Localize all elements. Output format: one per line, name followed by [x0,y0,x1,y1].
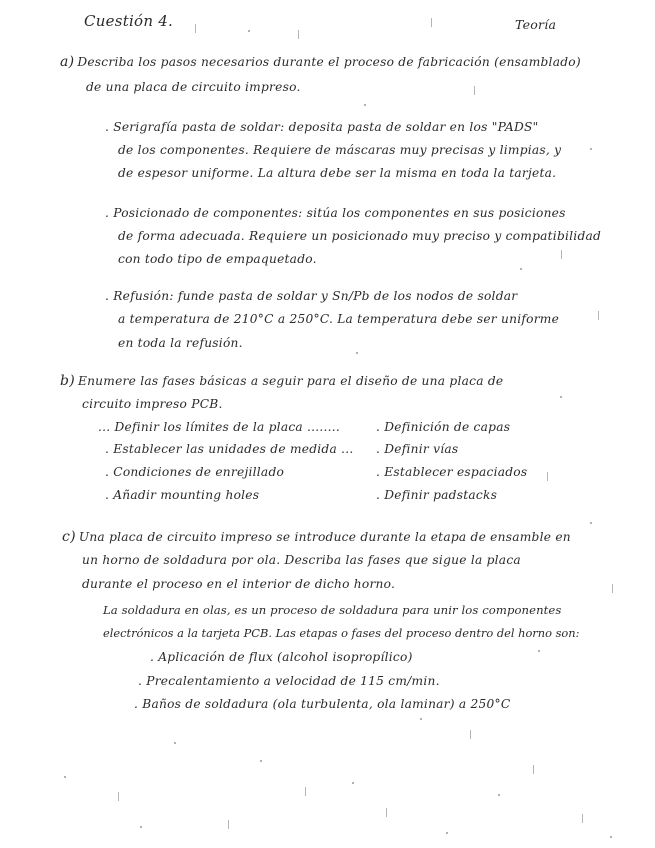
scan-noise [431,18,432,27]
scan-noise [582,814,583,823]
scan-noise [64,776,66,778]
question-c-prompt-line: un horno de soldadura por ola. Describa las fases que sigue la placa [82,553,521,567]
scan-noise [470,730,471,739]
scan-noise [561,250,562,259]
scan-noise [298,30,299,39]
question-a-step-line: . Refusión: funde pasta de soldar y Sn/Pb de los nodos de soldar [105,289,518,303]
question-a-step-line: de los componentes. Requiere de máscaras muy precisas y limpias, y [118,143,562,157]
question-b-left-item: . Establecer las unidades de medida ... [105,442,354,456]
scan-noise [610,836,612,838]
question-a-step-line: a temperatura de 210°C a 250°C. La temperatura debe ser uniforme [118,312,560,326]
scan-noise [364,104,366,106]
question-b-left-item: ... Definir los límites de la placa ........ [98,420,341,434]
scan-noise [248,30,250,32]
scan-noise [140,826,142,828]
scan-noise [386,808,387,817]
question-a-label: a) [60,54,75,70]
question-b-left-item: . Condiciones de enrejillado [105,465,285,479]
scan-noise [538,650,540,652]
question-b-right-item: . Establecer espaciados [376,465,528,479]
scan-noise [612,584,613,593]
scan-noise [598,311,599,320]
scan-noise [420,718,422,720]
scan-noise [498,794,500,796]
question-b-right-item: . Definir vías [376,442,459,456]
scan-noise [118,792,119,801]
scan-noise [547,472,548,481]
question-a-step-line: de espesor uniforme. La altura debe ser la misma en toda la tarjeta. [118,166,557,180]
scan-noise [260,760,262,762]
question-b-prompt-line: b) Enumere las fases básicas a seguir para el diseño de una placa de [60,373,504,389]
question-a-step-line: . Posicionado de componentes: sitúa los componentes en sus posiciones [105,206,566,220]
question-b-left-item: . Añadir mounting holes [105,488,260,502]
question-title: Cuestión 4. [84,12,174,30]
scan-noise [560,396,562,398]
question-a-prompt-line: de una placa de circuito impreso. [86,80,301,94]
scan-noise [352,782,354,784]
scan-noise [590,148,592,150]
scan-noise [446,832,448,834]
question-c-label: c) [62,529,76,545]
question-a-prompt-line: a) Describa los pasos necesarios durante el proceso de fabricación (ensamblado) [60,54,581,70]
question-b-right-item: . Definición de capas [376,420,511,434]
question-b-label: b) [60,373,75,389]
question-a-step-line: de forma adecuada. Requiere un posicionado muy preciso y compatibilidad [118,229,602,243]
scan-noise [520,268,522,270]
scan-noise [533,765,534,774]
question-a-step-line: con todo tipo de empaquetado. [118,252,317,266]
question-c-prompt-line: durante el proceso en el interior de dicho horno. [82,577,396,591]
question-c-answer-line: electrónicos a la tarjeta PCB. Las etapas o fases del proceso dentro del horno son: [103,626,580,640]
question-a-step-line: en toda la refusión. [118,336,243,350]
scan-noise [228,820,229,829]
question-c-answer-line: La soldadura en olas, es un proceso de soldadura para unir los componentes [103,603,562,617]
question-b-right-item: . Definir padstacks [376,488,498,502]
scan-noise [174,742,176,744]
scan-noise [305,787,306,796]
scan-noise [474,86,475,95]
scan-noise [195,24,196,33]
question-a-step-line: . Serigrafía pasta de soldar: deposita pasta de soldar en los "PADS" [105,120,539,134]
topic-label: Teoría [515,17,557,32]
question-c-step-line: . Baños de soldadura (ola turbulenta, ola laminar) a 250°C [134,697,511,711]
scan-noise [590,522,592,524]
question-c-step-line: . Aplicación de flux (alcohol isopropílico) [150,650,413,664]
question-c-step-line: . Precalentamiento a velocidad de 115 cm/min. [138,674,440,688]
question-b-prompt-line: circuito impreso PCB. [82,397,223,411]
question-c-prompt-line: c) Una placa de circuito impreso se introduce durante la etapa de ensamble en [62,529,571,545]
scan-noise [356,352,358,354]
